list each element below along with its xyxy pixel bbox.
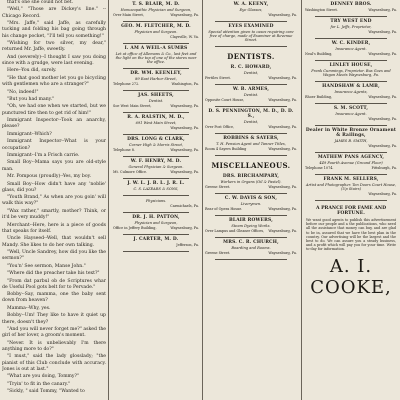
directory-card [304, 175, 398, 201]
card-town: Waynesburg, Pa. [268, 13, 297, 17]
card-description: Boarding and Rooms. [231, 246, 271, 250]
card-location [113, 104, 199, 108]
card-location [305, 117, 397, 121]
card-name: J. W. L. J. B. L. J. R. L. [127, 181, 185, 186]
card-name: FRANK M. SELLERS, [323, 177, 379, 182]
card-address: Office in Jeffery Building, [113, 226, 157, 230]
card-town: Waynesburg, Pa. [368, 144, 397, 148]
story-paragraph: that's one she could not bet. [7, 0, 74, 5]
card-address: Soe West Main Street, [113, 104, 152, 108]
card-location [113, 204, 199, 208]
card-address: Over Main Street, [113, 13, 144, 17]
story-paragraph: "No, indeed!" [7, 89, 39, 95]
card-town: Claysville, W. Va. [170, 35, 199, 39]
directory-card [112, 44, 200, 69]
card-town: Waynesburg, Pa. [170, 13, 199, 17]
directory-card [204, 194, 298, 216]
story-paragraph: "Tryin' to fit in the canary." [7, 381, 71, 387]
story-paragraph: Merchant--Here, here is a piece of goods that speaks for itself. [2, 222, 106, 234]
directory-card [204, 63, 298, 85]
card-location [205, 207, 297, 211]
story-paragraph: "You'n' See sermon, Manse John." [7, 263, 86, 269]
card-description: Physicians. [145, 199, 167, 203]
story-paragraph: "Well," "Those are Dickey's line." --Chicago Record. [2, 7, 106, 19]
card-town: Waynesburg, Pa. [170, 148, 199, 152]
card-name: W. F. HENRY, M. D. [130, 159, 182, 164]
card-description: Insurance Agent. [335, 47, 367, 51]
card-description: Dentist. [148, 99, 164, 103]
card-description: Dentist, [243, 120, 259, 124]
directory-card [112, 235, 200, 252]
story-paragraph: Immigrant--I'm a Frisch carrie. [7, 152, 80, 158]
directory-card [112, 179, 200, 196]
directory-column-physicians [112, 0, 200, 400]
card-description: 89 East Harbor Street, [135, 77, 177, 81]
story-paragraph: Immigrant Inspector--What is your occupation? [2, 139, 106, 151]
card-town: Waynesburg, Pa. [268, 98, 297, 102]
story-paragraph: Here--You did, surely. [7, 68, 57, 74]
card-location [113, 82, 199, 86]
card-name: HANDSHAW & LAMB, [322, 84, 380, 89]
story-paragraph: "Wax rather," smartly, mother? Think, or it'd be very muddy!" [2, 208, 106, 221]
card-town: Waynesburg, Pa. [268, 76, 297, 80]
story-paragraph: Small Boy--How didn't have any 'noblie' glass, did you? [2, 181, 106, 193]
card-description: Let at office of Allemans & Co., last feet and the light on the top of one of the stores near the office. [115, 52, 197, 64]
directory-card [204, 238, 298, 260]
story-paragraph: "And you will never forget me?" asked the girl of her lover, a groom's moment. [2, 327, 106, 339]
directory-card [112, 113, 200, 135]
card-address: Greene Street. [205, 185, 231, 189]
directory-card [304, 17, 398, 39]
card-description: Liverymen. [240, 202, 262, 206]
card-name: S. M. SCOTT, [333, 106, 369, 111]
story-paragraph: "I must," said the lady glosslady; "the pianist of this Club conclude with accuracy. Jones is out at last." [2, 354, 106, 372]
directory-card [112, 69, 200, 91]
card-divider [215, 46, 287, 47]
story-paragraph: Mamma--Why, yes. [7, 305, 51, 311]
card-address: Rhoer Building, [305, 95, 333, 99]
card-address: Room 4 Sayers Building [205, 147, 247, 151]
story-paragraph: "He that good mother let you go bicycling with gentlemen who are a stranger?" [2, 75, 106, 88]
card-name: TRY WEST END [330, 19, 372, 24]
card-address: Rear of Opera House. [205, 207, 243, 211]
section-heading-miscellaneous: MISCELLANEOUS. [211, 161, 291, 170]
card-town: Carmichaels, Pa. [170, 204, 199, 208]
story-paragraph: "From dat parbul ob de Scriptures whar de Useful Pool gots belt for to Pervade." [2, 278, 106, 290]
card-town: Waynesburg, Pa. [368, 8, 397, 12]
card-town: Waynesburg, Pa. [268, 229, 297, 233]
card-town: Waynesburg, Pa. [268, 207, 297, 211]
card-description: Workers in Organs (Oil & Pastel). [220, 180, 282, 184]
card-location [205, 229, 297, 233]
card-name: W. A. KEENY, [233, 2, 269, 7]
card-name: R. C. HOWARD, [230, 65, 272, 70]
story-paragraph: "Where did the preacher take his text?" [7, 271, 100, 277]
card-description: Steam Dyeing Works. [231, 224, 271, 228]
card-address: Telephone 272. [113, 82, 140, 86]
story-paragraph: Small Boy--Mama says you are old-style man. [2, 160, 106, 172]
card-address: Telephone 8. [113, 148, 135, 152]
directory-card [304, 126, 398, 153]
card-town: Washington, Pa. [171, 82, 199, 86]
story-paragraph: "Wishing for two silver, my dear," returned Mr. Jaffe, sweetly. [2, 41, 106, 53]
story-paragraph: "Sickly, " said Tommy, "Wanted to [7, 389, 85, 395]
card-town: Waynesburg, Pa. [170, 104, 199, 108]
directory-card [304, 153, 398, 175]
card-name: EYES EXAMINED [228, 24, 274, 29]
card-location [305, 52, 397, 56]
card-description: Insurance Agents, [334, 90, 368, 94]
card-location [305, 192, 397, 196]
directory-card [112, 196, 200, 213]
card-divider [215, 155, 287, 156]
card-name: DR. J. H. PATTON, [132, 215, 180, 220]
card-location [305, 95, 397, 99]
directory-card [304, 0, 398, 17]
card-description: Homoeopathic Physician and Surgeon, [120, 8, 192, 12]
card-location [205, 125, 297, 129]
card-location [305, 8, 397, 12]
card-town: Waynesburg, Pa. [368, 192, 397, 196]
card-town: Waynesburg, Pa. [268, 185, 297, 189]
card-location [113, 226, 199, 230]
directory-card [112, 213, 200, 235]
section-heading-dentists: DENTISTS. [227, 52, 275, 61]
story-paragraph: Mr. Pompous (proudly)--Yes, my boy. [7, 174, 92, 180]
story-paragraph: "What are you doing, Tommy?" [7, 374, 80, 380]
story-paragraph: Bobby--Say, mamma, one the baby sent down from heaven? [2, 292, 106, 304]
column-rule [202, 0, 203, 400]
card-name: ROBBINS & SAYERS, [223, 136, 279, 141]
story-paragraph: "Never. It is unbelievably I'm there anything more to do?" [2, 340, 106, 352]
card-address: Washington Street. [305, 8, 338, 12]
directory-card [304, 39, 398, 61]
card-name: DRS. BIRCHAMPARY, [222, 174, 280, 179]
directory-card [304, 61, 398, 82]
directory-column-dentists [204, 0, 298, 400]
advert-name: A. I. COOKE, [310, 255, 392, 298]
card-name: I. AM A WEIL-A SUMRS [124, 46, 188, 51]
card-description: Special attention given to cases requiring care free of charge, made of Examiner at Revenue Street. [208, 30, 294, 42]
card-address: Greene Street. [205, 251, 231, 255]
card-location [305, 166, 397, 170]
card-location [113, 13, 199, 17]
card-location [113, 243, 199, 247]
card-address: Over Post Office, [205, 125, 235, 129]
directory-card [112, 0, 200, 22]
card-town: Waynesburg, Pa. [268, 147, 297, 151]
card-address: Opposite Court House, [205, 98, 245, 102]
card-description: Artist and Photographer. Ten Doors Court House, (Up Stairs) [305, 183, 397, 191]
card-name: W. B. ARMES, [232, 87, 270, 92]
card-location [113, 126, 199, 130]
card-name: Dealer in White Bronze Ornament & Railings, [305, 128, 397, 138]
card-description: Corner High & Morris Street, [128, 143, 184, 147]
card-location [113, 35, 199, 39]
card-location [205, 76, 297, 80]
directory-card [204, 172, 298, 194]
directory-card [112, 91, 200, 113]
card-town: Pittsburgh, Pa. [371, 166, 397, 170]
directory-card [204, 22, 298, 47]
card-name: DENNEY BROS. [330, 2, 372, 7]
card-address: Fertiles Street. [205, 76, 231, 80]
card-description: Physician and Surgeon, [134, 221, 178, 225]
story-paragraph: And (severely)--I thought I saw you doing since with a grudge, were last evening. [2, 54, 106, 66]
card-town: Waynesburg, Pa. [268, 251, 297, 255]
card-description: Frank Cummings, Proprietor. Bus Goes and Wagon Meets Waynesburg, Pa. [311, 69, 391, 77]
card-description: Dentist, [243, 71, 259, 75]
card-address: Mt. Culmore Office. [113, 170, 148, 174]
directory-column-business [304, 0, 398, 400]
card-town: Jefferson, Pa. [176, 243, 199, 247]
card-location [305, 144, 397, 148]
directory-card [204, 0, 298, 22]
card-name: DR. WM. KEENLEY, [130, 71, 182, 76]
card-town: Waynesburg, Pa. [170, 126, 199, 130]
card-description: 449 Fourth Avenue (Ground Floor) [319, 161, 383, 165]
card-description: for L. Jeffs, Proprietor, [330, 25, 372, 29]
card-description: JAMES B. SMITH, [334, 139, 368, 143]
directory-card [204, 107, 298, 134]
card-town: Waynesburg, Pa. [268, 125, 297, 129]
card-divider [215, 259, 287, 260]
card-description: Eye Glasses, [239, 8, 263, 12]
story-column [2, 0, 106, 400]
card-name: LINLEY HOUSE, [329, 63, 373, 68]
card-name: DRS. LONG & CLARK, [127, 137, 185, 142]
card-name: C. W. DAVIS & SON, [224, 196, 278, 201]
story-paragraph: "Well, Uncle Sandrey, how did you like the sermon?" [2, 249, 106, 262]
card-location [113, 148, 199, 152]
directory-card [112, 135, 200, 157]
card-location [205, 98, 297, 102]
card-location [205, 13, 297, 17]
column-rule [108, 0, 109, 400]
story-paragraph: "Oh, we had one when we started, but we punctured tire then to get rid of him!" [2, 104, 106, 116]
story-paragraph: "Youth Brand," As when are you goin' will walk this way?" [2, 195, 106, 207]
card-address: Telephone 1074. [305, 166, 334, 170]
card-town: Waynesburg, Pa. [170, 226, 199, 230]
story-paragraph: Immigrant Inspector--Took an anarchy, please? [2, 118, 106, 130]
card-location [205, 251, 297, 255]
card-name: W. C. KINDER, [331, 41, 371, 46]
card-location [205, 185, 297, 189]
card-divider [315, 200, 387, 201]
card-description: C. S. LAZEARS & SONS, [133, 187, 179, 191]
card-description: T. H. Pension Agent and Tanner Titles, [216, 142, 286, 146]
story-paragraph: "Mrs. Jaffe," said Jaffe, as carefully tucking and folding his bag going through his change pocket, "I'll tell you something!" [2, 21, 106, 39]
card-address: Over Lampus and Gleaner Offices, [205, 229, 265, 233]
card-location [113, 170, 199, 174]
directory-card [204, 216, 298, 238]
card-name: JAS. SHEETS, [138, 93, 174, 98]
card-town: Waynesburg, Pa. [368, 117, 397, 121]
card-town: Waynesburg, Pa. [368, 52, 397, 56]
card-description: 691 West Main Street, [135, 121, 177, 125]
advert-text: We want good agents to publish this advertisement before our people and a the publications, who need all the assistance that money can buy, and are glad to be in, assured that we have the best plan in the country. Our advertising will be the largest and the best to do. We can assure you a steady business, and a profit which will pay you for your time. Write to-day for information. [306, 218, 396, 252]
card-location [305, 30, 397, 34]
card-town: Waynesburg, Pa. [368, 30, 397, 34]
card-name: R. A. RALSTIN, M. D., [127, 115, 185, 120]
card-name: MRS. C. R. CHURCH, [223, 240, 279, 245]
advert-title: A PRANCE FOR FAME AND FORTUNE. [315, 206, 387, 216]
directory-card [304, 104, 398, 126]
card-name: J. CARTER, M. D. [133, 237, 179, 242]
card-divider [123, 251, 189, 252]
card-name: GEO. M. FLETCHER, M. D. [121, 24, 191, 29]
card-description: Insurance Agent. [335, 112, 367, 116]
directory-card [204, 85, 298, 107]
card-description: Physician and Surgeon. [134, 30, 178, 34]
card-name: D. S. PENNINGTON, M. D., D. D. S., [208, 109, 294, 119]
directory-card [304, 82, 398, 104]
card-location [205, 147, 297, 151]
directory-card [112, 157, 200, 179]
card-name: BLAIR ROWERS, [229, 218, 273, 223]
story-paragraph: Bobby--Um! They like to have it quiet up there, doesn't they? [2, 313, 106, 325]
card-description: Dentist. [243, 93, 259, 97]
card-town: Waynesburg, Pa. [170, 170, 199, 174]
card-description: General Physician & Surgeon. [128, 165, 184, 169]
story-paragraph: Immigrant--Which? [7, 131, 52, 137]
directory-card [204, 134, 298, 156]
card-address: Neal's Building, [305, 52, 333, 56]
card-name: MATHEW PANS AGENCY, [317, 155, 385, 160]
directory-card [112, 22, 200, 44]
story-paragraph: "But you had many." [7, 97, 55, 102]
column-rule [301, 0, 302, 400]
card-town: Waynesburg, Pa. [368, 95, 397, 99]
story-paragraph: Uncle Hayseed--Well, that wouldn't sell Mandy. She likes to do her own talking. [2, 236, 106, 248]
card-name: T. S. BLAIR, M. D. [132, 2, 180, 7]
